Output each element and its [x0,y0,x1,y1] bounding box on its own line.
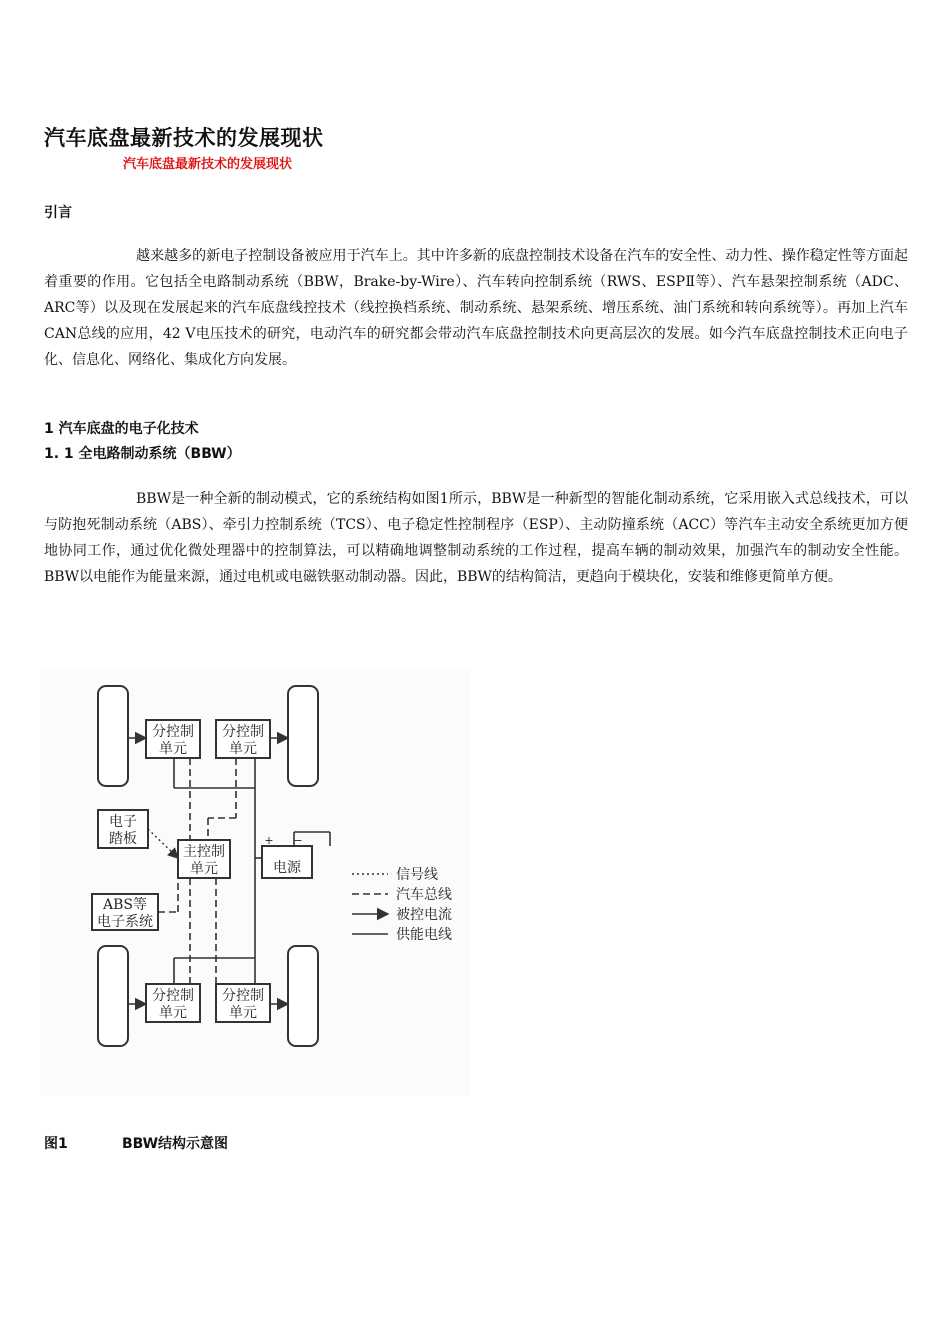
legend-bus-line: 汽车总线 [396,887,452,903]
legend-controlled-current: 被控电流 [396,907,452,923]
power-label: 电源 [273,860,301,876]
legend-power-line: 供能电线 [396,927,452,943]
intro-heading: 引言 [44,205,72,221]
figure-caption-label: 图1 [44,1136,68,1152]
sub-unit-rl-label1: 分控制 [152,988,194,1004]
abs-label2: 电子系统 [97,914,153,930]
sub-unit-rr-label1: 分控制 [222,988,264,1004]
bbw-structure-diagram [40,668,470,1096]
intro-paragraph-text: 越来越多的新电子控制设备被应用于汽车上。其中许多新的底盘控制技术设备在汽车的安全性、动力性、操作稳定性等方面起着重要的作用。它包括全电路制动系统（BBW，Brake-by-Wire）、汽车转向控制系统（RWS、ESPⅡ等）、汽车悬架控制系统（ADC、ARC等）以及现在发展起来的汽车底盘线控技术（线控换档系统、制动系统、悬架系统、增压系统、油门系统和转向系统等）。再加上汽车CAN总线的应用，42 V电压技术的研究，电动汽车的研究都会带动汽车底盘控制技术向更高层次的发展。如今汽车底盘控制技术正向电子化、信息化、网络化、集成化方向发展。 [44,248,908,368]
sub-unit-rr-label2: 单元 [229,1005,257,1021]
sub-unit-fr-label2: 单元 [229,741,257,757]
sub-unit-fl-label1: 分控制 [152,724,194,740]
wheel-rear-left [98,946,128,1046]
power-minus: − [293,834,303,847]
abs-label1: ABS等 [103,897,147,913]
wheel-rear-right [288,946,318,1046]
wheel-front-left [98,686,128,786]
pedal-label1: 电子 [109,814,137,830]
main-unit-label2: 单元 [190,861,218,877]
figure-caption-text: BBW结构示意图 [122,1136,229,1152]
intro-paragraph [44,243,908,373]
sub-unit-fr-label1: 分控制 [222,724,264,740]
section-1-heading: 1 汽车底盘的电子化技术 [44,421,199,437]
figure-caption [44,1133,228,1153]
pedal-label2: 踏板 [109,831,137,847]
bbw-paragraph [44,486,908,590]
page-subtitle: 汽车底盘最新技术的发展现状 [123,157,293,172]
legend-signal-line: 信号线 [396,867,438,883]
section-1-1-heading: 1. 1 全电路制动系统（BBW） [44,446,241,462]
page-title: 汽车底盘最新技术的发展现状 [44,126,324,150]
bbw-paragraph-text: BBW是一种全新的制动模式，它的系统结构如图1所示，BBW是一种新型的智能化制动系统，它采用嵌入式总线技术，可以与防抱死制动系统（ABS）、牵引力控制系统（TCS）、电子稳定性控制程序（ESP）、主动防撞系统（ACC）等汽车主动安全系统更加方便地协同工作，通过优化微处理器中的控制算法，可以精确地调整制动系统的工作过程，提高车辆的制动效果，加强汽车的制动安全性能。BBW以电能作为能量来源，通过电机或电磁铁驱动制动器。因此，BBW的结构简洁，更趋向于模块化，安装和维修更简单方便。 [44,491,908,585]
power-plus: + [264,834,274,847]
main-unit-label1: 主控制 [183,844,225,860]
sub-unit-rl-label2: 单元 [159,1005,187,1021]
sub-unit-fl-label2: 单元 [159,741,187,757]
wheel-front-right [288,686,318,786]
